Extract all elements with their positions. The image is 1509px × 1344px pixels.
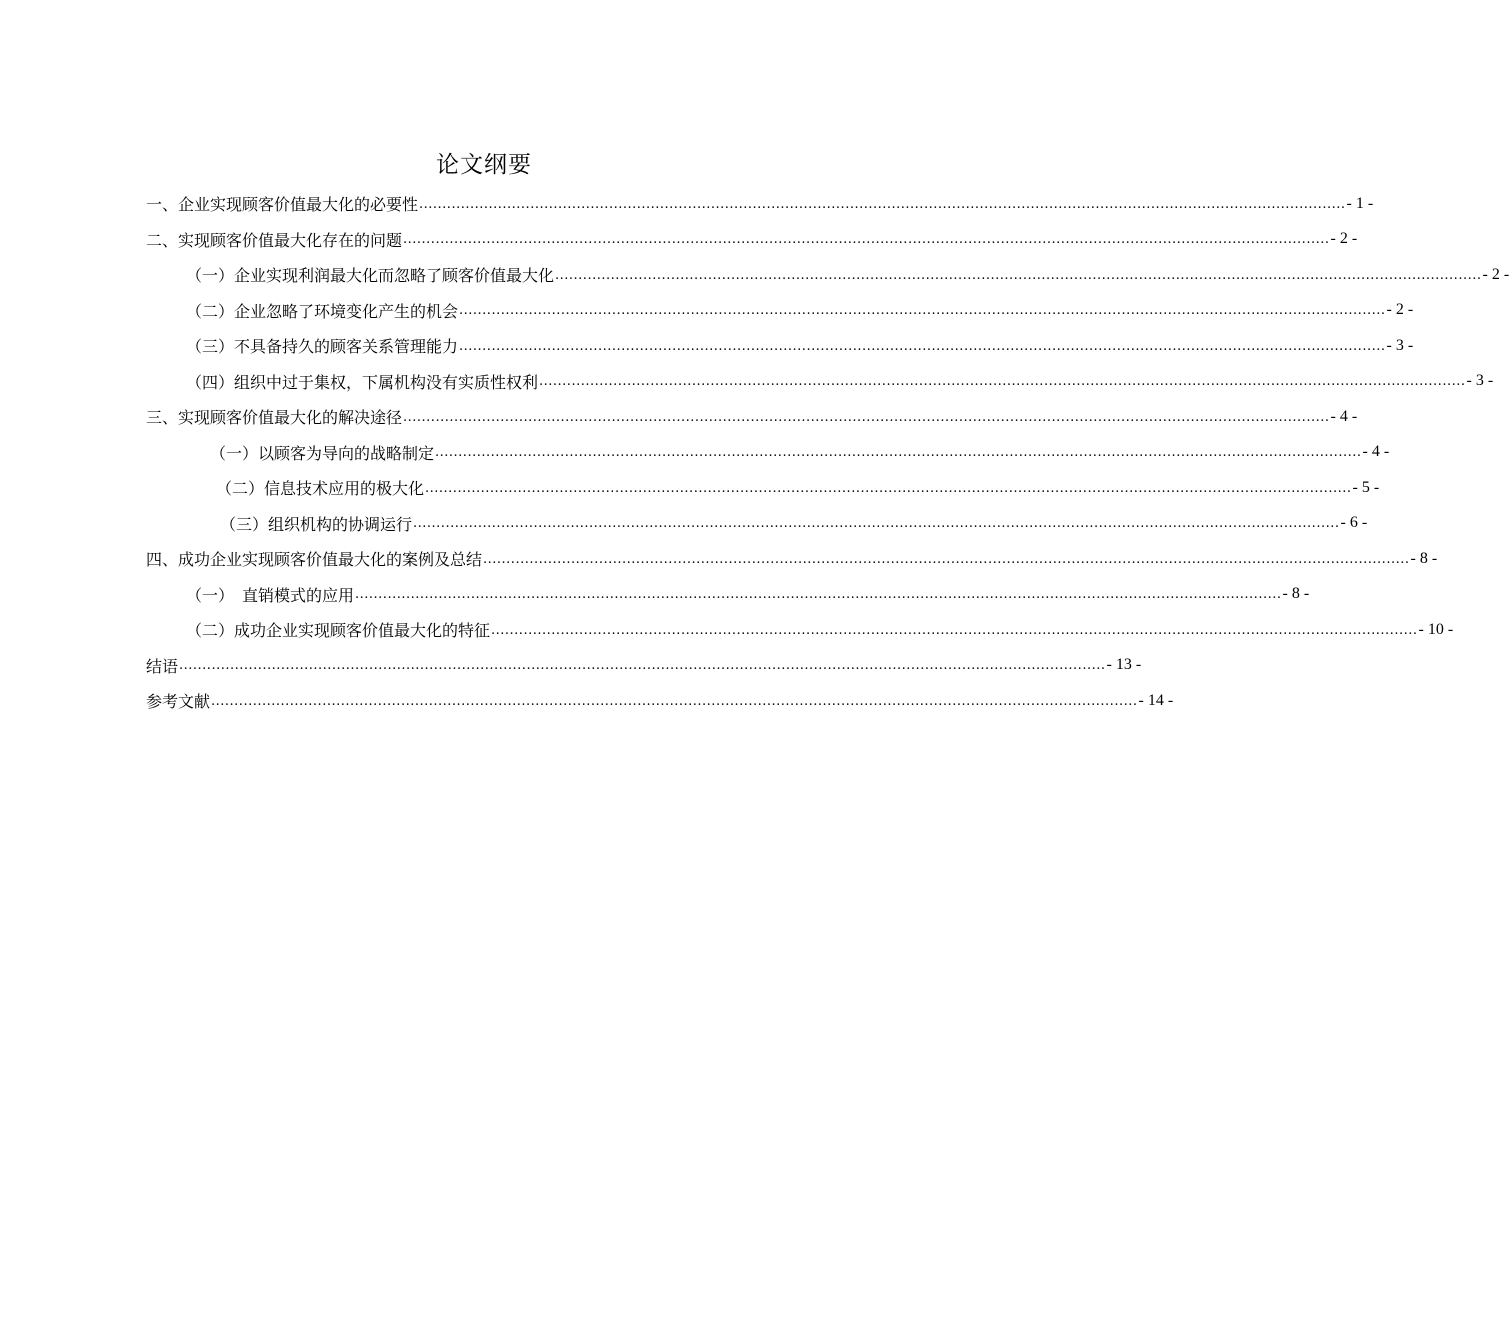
toc-page-number: - 3 - <box>1466 372 1494 390</box>
toc-entry[interactable] <box>146 186 1374 222</box>
toc-entry-label: （三）组织机构的协调运行 <box>220 512 412 535</box>
toc-page-number: - 10 - <box>1418 620 1454 638</box>
toc-leader-dots: ........................................................................................................................................................................................................ <box>459 338 1386 354</box>
toc-entry-label: （一） 直销模式的应用 <box>186 583 354 606</box>
toc-entry[interactable] <box>146 683 1174 719</box>
toc-page-number: - 6 - <box>1340 514 1368 532</box>
toc-entry-label: 参考文献 <box>146 689 210 712</box>
toc-page-number: - 4 - <box>1330 407 1358 425</box>
toc-entry-label: 结语 <box>146 654 178 677</box>
toc-entry-label: 二、实现顾客价值最大化存在的问题 <box>146 228 402 251</box>
toc-page-number: - 8 - <box>1410 549 1438 567</box>
toc-leader-dots: ........................................................................................................................................................................................................ <box>419 196 1346 212</box>
toc-page-number: - 13 - <box>1106 656 1142 674</box>
toc-entry-label: （二）企业忽略了环境变化产生的机会 <box>186 299 458 322</box>
toc-entry[interactable] <box>146 399 1358 435</box>
toc-leader-dots: ........................................................................................................................................................................................................ <box>403 409 1330 425</box>
table-of-contents <box>146 186 1509 719</box>
toc-entry[interactable] <box>146 648 1142 684</box>
toc-leader-dots: ........................................................................................................................................................................................................ <box>491 622 1418 638</box>
toc-entry-label: （二）信息技术应用的极大化 <box>216 476 424 499</box>
toc-leader-dots: ........................................................................................................................................................................................................ <box>403 232 1330 247</box>
toc-entry[interactable] <box>146 612 1454 648</box>
toc-leader-dots: ........................................................................................................................................................................................................ <box>413 516 1340 531</box>
toc-page-number: - 3 - <box>1386 336 1414 354</box>
toc-leader-dots: ........................................................................................................................................................................................................ <box>459 303 1386 318</box>
toc-entry[interactable] <box>146 257 1509 293</box>
toc-entry-label: （三）不具备持久的顾客关系管理能力 <box>186 334 458 357</box>
toc-entry[interactable] <box>146 577 1310 613</box>
toc-page-number: - 2 - <box>1330 230 1358 248</box>
toc-leader-dots: ........................................................................................................................................................................................................ <box>435 445 1362 460</box>
toc-leader-dots: ........................................................................................................................................................................................................ <box>211 693 1138 709</box>
toc-leader-dots: ........................................................................................................................................................................................................ <box>179 658 1106 673</box>
toc-entry-label: 三、实现顾客价值最大化的解决途径 <box>146 405 402 428</box>
toc-leader-dots: ........................................................................................................................................................................................................ <box>355 587 1282 602</box>
toc-entry[interactable] <box>146 364 1494 400</box>
toc-page-number: - 2 - <box>1386 301 1414 319</box>
toc-entry[interactable] <box>146 470 1380 506</box>
toc-entry-label: 四、成功企业实现顾客价值最大化的案例及总结 <box>146 547 482 570</box>
toc-entry[interactable] <box>146 541 1438 577</box>
toc-entry-label: 一、企业实现顾客价值最大化的必要性 <box>146 192 418 215</box>
toc-page-number: - 5 - <box>1352 478 1380 496</box>
document-title: 论文纲要 <box>436 152 532 178</box>
toc-entry-label: （二）成功企业实现顾客价值最大化的特征 <box>186 618 490 641</box>
toc-entry[interactable] <box>146 293 1414 329</box>
toc-entry[interactable] <box>146 222 1358 258</box>
toc-page-number: - 2 - <box>1482 265 1509 283</box>
toc-entry[interactable] <box>146 435 1390 471</box>
toc-leader-dots: ........................................................................................................................................................................................................ <box>425 480 1352 496</box>
toc-entry-label: （四）组织中过于集权，下属机构没有实质性权利 <box>186 370 538 393</box>
toc-leader-dots: ........................................................................................................................................................................................................ <box>483 551 1410 567</box>
toc-entry-label: （一）企业实现利润最大化而忽略了顾客价值最大化 <box>186 263 554 286</box>
toc-entry-label: （一）以顾客为导向的战略制定 <box>210 441 434 464</box>
toc-leader-dots: ........................................................................................................................................................................................................ <box>555 267 1482 283</box>
toc-entry[interactable] <box>146 506 1368 542</box>
toc-leader-dots: ........................................................................................................................................................................................................ <box>539 374 1466 389</box>
toc-page-number: - 4 - <box>1362 443 1390 461</box>
toc-page-number: - 8 - <box>1282 585 1310 603</box>
toc-entry[interactable] <box>146 328 1414 364</box>
toc-page-number: - 1 - <box>1346 194 1374 212</box>
toc-page-number: - 14 - <box>1138 691 1174 709</box>
